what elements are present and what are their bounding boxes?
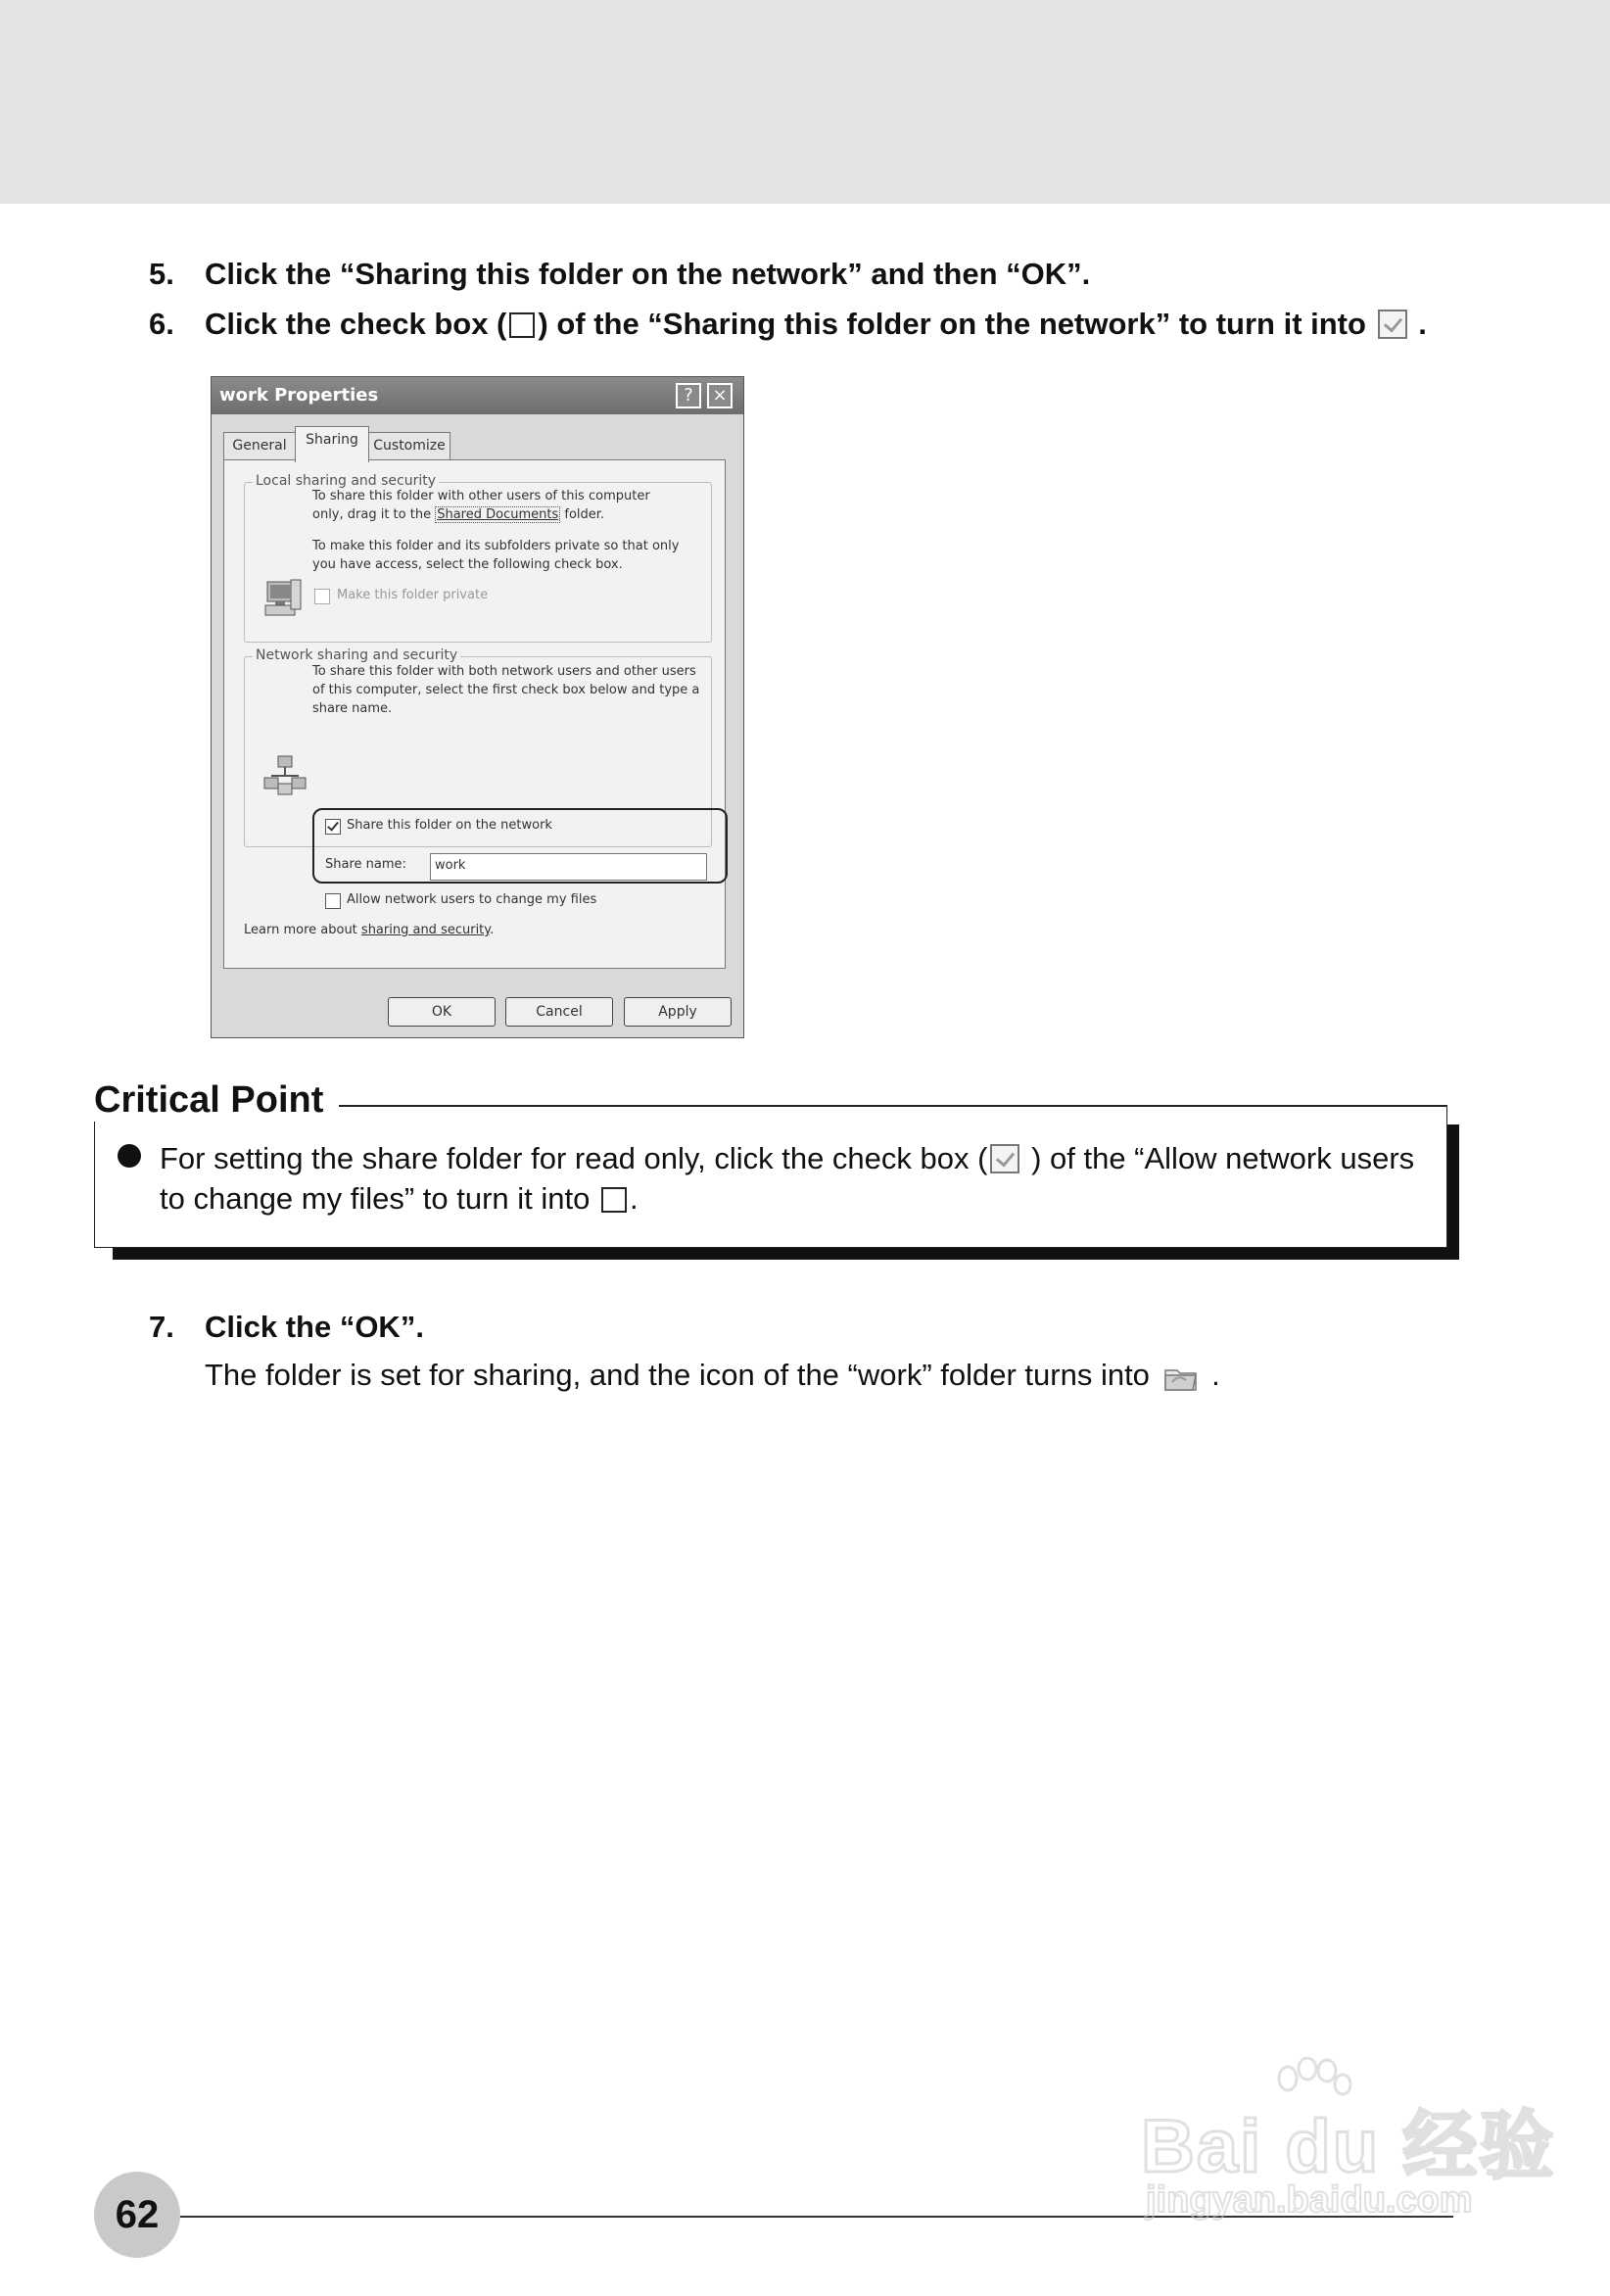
page-number: 62	[115, 2193, 160, 2236]
step-text	[205, 307, 1427, 342]
step-text-part: .	[1418, 307, 1427, 341]
work-properties-dialog	[211, 376, 744, 1038]
tab-sharing[interactable]: Sharing	[295, 426, 369, 462]
step-text: Click the “Sharing this folder on the network” and then “OK”.	[205, 257, 1091, 291]
unchecked-box-icon	[509, 312, 535, 338]
step-7-description	[205, 1358, 1220, 1394]
allow-change-label: Allow network users to change my files	[347, 892, 597, 907]
step-number: 5.	[149, 257, 174, 291]
learn-more-line	[244, 923, 494, 937]
step-number: 7.	[149, 1310, 174, 1344]
critical-point-text	[160, 1138, 1423, 1219]
tab-general[interactable]: General	[223, 432, 296, 460]
shared-documents-link[interactable]: Shared Documents	[437, 507, 559, 522]
step-text-part: ) of the “Sharing this folder on the network” to turn it into	[538, 307, 1366, 341]
sharing-tab-panel	[223, 459, 726, 969]
group-legend: Local sharing and security	[253, 473, 439, 489]
shared-folder-icon	[1162, 1363, 1200, 1394]
text-part: ) of the “Allow network users to change my files” to turn it into	[160, 1141, 1415, 1216]
text-part: For setting the share folder for read only, click the check box (	[160, 1141, 988, 1175]
local-sharing-text-1	[312, 487, 704, 524]
ok-button[interactable]: OK	[388, 997, 496, 1027]
critical-point-title: Critical Point	[94, 1079, 327, 1122]
dialog-title: work Properties	[219, 385, 379, 406]
text-part: folder.	[564, 507, 605, 522]
network-sharing-text: To share this folder with both network users and other users of this computer, select the first check box below and type a share name.	[312, 664, 700, 716]
dialog-title-bar	[212, 377, 743, 414]
watermark-sub: jingyan.baidu.com	[1146, 2179, 1473, 2221]
group-legend: Network sharing and security	[253, 647, 460, 663]
text-part: .	[490, 923, 495, 937]
checked-box-icon	[1378, 310, 1407, 339]
checked-box-icon	[990, 1144, 1019, 1173]
baidu-watermark	[1141, 2057, 1556, 2233]
share-name-label: Share name:	[325, 857, 406, 872]
text-part: The folder is set for sharing, and the icon of the “work” folder turns into	[205, 1358, 1150, 1392]
step-number: 6.	[149, 307, 174, 341]
bullet-icon	[118, 1144, 141, 1168]
make-private-label: Make this folder private	[337, 588, 489, 602]
text-part: To share this folder with other users of this computer	[312, 489, 650, 503]
step-text: Click the “OK”.	[205, 1310, 424, 1344]
allow-change-checkbox[interactable]	[325, 893, 341, 909]
cancel-button[interactable]: Cancel	[505, 997, 613, 1027]
tab-customize[interactable]: Customize	[368, 432, 450, 460]
text-part: .	[1211, 1358, 1220, 1392]
help-button[interactable]: ?	[676, 383, 701, 408]
apply-button[interactable]: Apply	[624, 997, 732, 1027]
share-name-input[interactable]: work	[430, 853, 707, 881]
close-button[interactable]: ×	[707, 383, 733, 408]
step-text-part: Click the check box (	[205, 307, 507, 341]
critical-point-rule	[339, 1105, 1447, 1107]
unchecked-box-icon	[601, 1187, 627, 1213]
make-private-checkbox[interactable]	[314, 589, 330, 604]
text-part: Learn more about	[244, 923, 357, 937]
local-sharing-text-2: To make this folder and its subfolders private so that only you have access, select the following check box.	[312, 539, 680, 572]
share-folder-checkbox[interactable]	[325, 819, 341, 835]
network-icon	[263, 754, 307, 797]
computer-icon	[263, 576, 303, 619]
watermark-main: Bai du 经验	[1141, 2105, 1556, 2188]
text-part: only, drag it to the	[312, 507, 432, 522]
sharing-security-link[interactable]: sharing and security	[360, 923, 491, 937]
share-folder-label: Share this folder on the network	[347, 818, 552, 833]
text-part: .	[630, 1181, 639, 1216]
header-band	[0, 0, 1610, 204]
